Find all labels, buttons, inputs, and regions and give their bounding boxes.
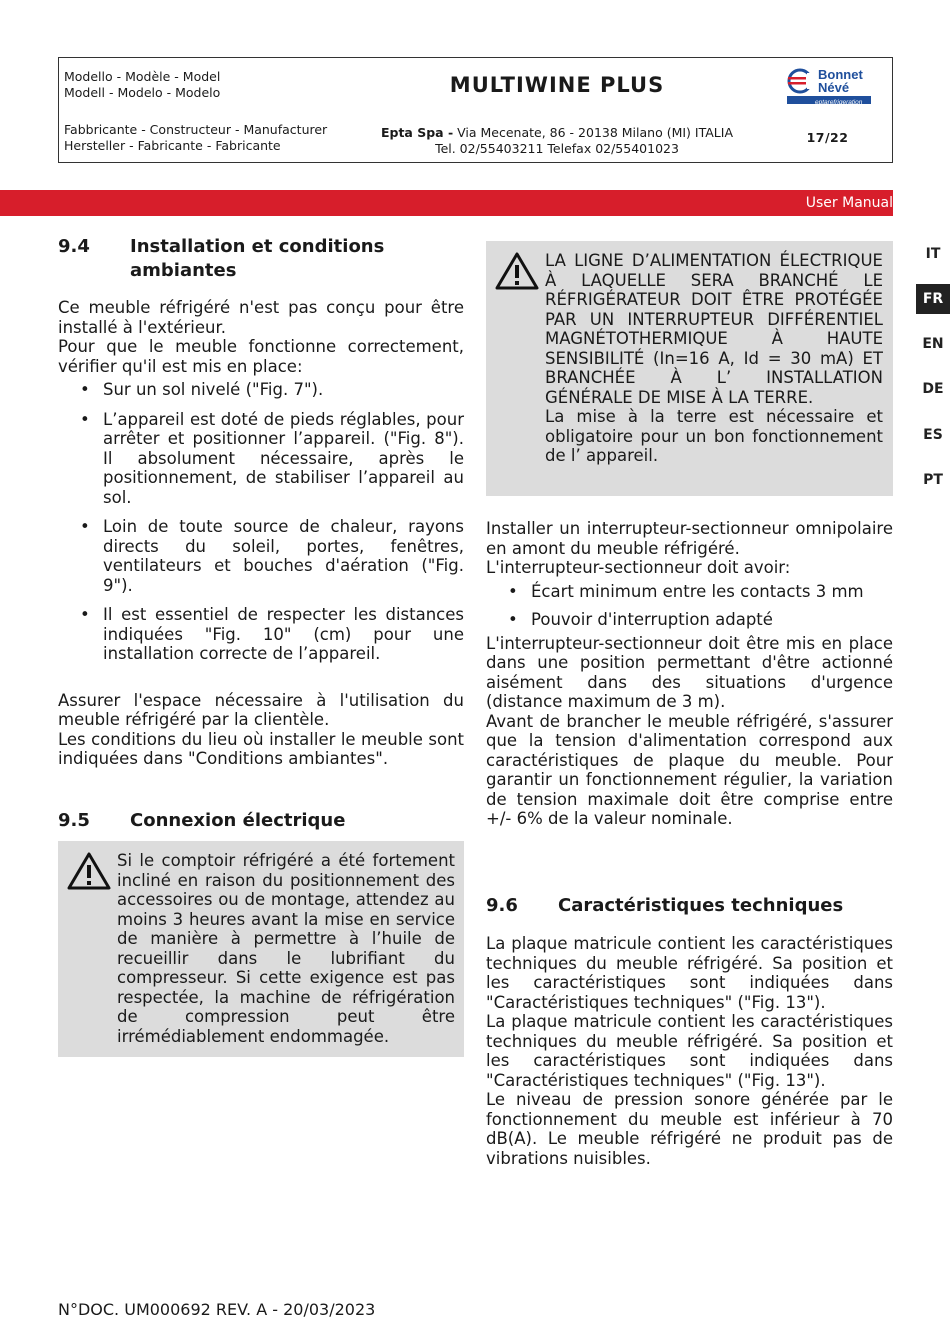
bullet-list <box>486 582 893 630</box>
section-title <box>130 235 384 283</box>
section-title-line-1: Installation et conditions <box>130 236 385 257</box>
section-heading-9-5 <box>58 809 458 835</box>
section-title: Connexion électrique <box>130 810 346 831</box>
warning-text <box>545 251 883 466</box>
section-heading-9-4 <box>58 235 458 285</box>
section-heading-9-6 <box>486 894 893 920</box>
list-item: • Pouvoir d'interruption adapté <box>486 610 893 630</box>
paragraph: Les conditions du lieu où installer le meuble sont indiquées dans "Conditions ambiantes". <box>58 729 464 768</box>
logo-name-line-1: Bonnet <box>818 67 863 82</box>
company-info <box>353 112 761 164</box>
page-number: 17/22 <box>806 130 849 145</box>
section-number: 9.6 <box>486 895 518 916</box>
list-item: • Loin de toute source de chaleur, rayons directs du soleil, portes, fenêtres, ventilateurs et bouches d'aération ("Fig. 9"). <box>58 517 464 595</box>
model-label-line-1: Modello - Modèle - Model <box>64 69 221 84</box>
warning-triangle-icon <box>494 251 540 291</box>
logo-name <box>818 68 863 94</box>
list-item: • Écart minimum entre les contacts 3 mm <box>486 582 893 602</box>
warning-text-lower: La mise à la terre est nécessaire et obligatoire pour un bon fonctionnement de l’ appareil. <box>545 407 883 465</box>
company-address: Via Mecenate, 86 - 20138 Milano (MI) ITALIA <box>453 125 734 140</box>
paragraph: Le niveau de pression sonore générée par le fonctionnement du meuble est inférieur à 70 dB(A). Le meuble réfrigéré ne produit pas de vibrations nuisibles. <box>486 1090 893 1168</box>
document-number: N°DOC. UM000692 REV. A - 20/03/2023 <box>58 1300 376 1319</box>
section-title: Caractéristiques techniques <box>558 895 844 916</box>
paragraph: Assurer l'espace nécessaire à l'utilisation du meuble réfrigéré par la clientèle. <box>58 690 464 729</box>
model-label-line-2: Modell - Modelo - Modelo <box>64 85 221 100</box>
model-title-cell <box>353 58 761 112</box>
lang-tab-pt[interactable]: PT <box>923 472 943 488</box>
bonnet-neve-logo <box>785 66 875 106</box>
paragraph: Avant de brancher le meuble réfrigéré, s'assurer que la tension d'alimentation correspond aux caractéristiques de plaque du meuble. Pour garantir un fonctionnement régulier, la variation de tension maximale doit être comprise entre +/- 6% de la valeur nominale. <box>486 711 893 828</box>
warning-triangle-icon <box>66 851 112 891</box>
company-phone: Tel. 02/55403211 Telefax 02/55401023 <box>435 141 679 156</box>
list-item: • L’appareil est doté de pieds réglables, pour arrêter et positionner l’appareil. ("Fig. 8"). Il absolument nécessaire, après le positionnement, de stabiliser l’appareil au sol. <box>58 410 464 508</box>
list-item: • Sur un sol nivelé ("Fig. 7"). <box>58 380 464 400</box>
section-title-line-2: ambiantes <box>130 260 237 281</box>
section-number: 9.4 <box>58 236 90 257</box>
logo-euro-icon <box>785 67 815 95</box>
paragraph: Pour que le meuble fonctionne correctement, vérifier qu'il est mis en place: <box>58 337 464 376</box>
document-header <box>58 57 893 163</box>
paragraph: La plaque matricule contient les caractéristiques techniques du meuble réfrigéré. Sa position et les caractéristiques sont indiquées dans "Caractéristiques techniques" ("Fig. 13"). <box>486 1012 893 1090</box>
company-name: Epta Spa - <box>380 125 454 140</box>
paragraph: L'interrupteur-sectionneur doit être mis en place dans une position permettant d'être actionné aisément dans des situations d'urgence (distance maximum de 3 m). <box>486 633 893 711</box>
logo-subtitle: eptarefrigeration <box>815 99 863 106</box>
manufacturer-label <box>59 112 353 164</box>
user-manual-label: User Manual <box>805 195 893 211</box>
section-body-9-4 <box>58 298 464 769</box>
section-number: 9.5 <box>58 810 90 831</box>
warning-box <box>486 241 893 496</box>
warning-box <box>58 841 464 1057</box>
logo-cell <box>761 58 894 112</box>
lang-tab-fr[interactable]: FR <box>916 284 950 314</box>
warning-text-upper: LA LIGNE D’ALIMENTATION ÉLECTRIQUE À LAQUELLE SERA BRANCHÉ LE RÉFRIGÉRATEUR DOIT ÊTRE PROTÉGÉE PAR UN INTERRUPTEUR DIFFÉRENTIEL MAGNÉTOTHERMIQUE À HAUTE SENSIBILITÉ (In=16 A, Id = 30 mA) ET BRANCHÉE À L’ INSTALLATION GÉNÉRALE DE MISE À LA TERRE. <box>545 251 883 407</box>
paragraph: Installer un interrupteur-sectionneur omnipolaire en amont du meuble réfrigéré. <box>486 519 893 558</box>
paragraph: L'interrupteur-sectionneur doit avoir: <box>486 558 791 577</box>
electrical-body <box>486 519 893 829</box>
logo-name-line-2: Névé <box>818 80 850 95</box>
manufacturer-label-line-2: Hersteller - Fabricante - Fabricante <box>64 138 281 153</box>
lang-tab-en[interactable]: EN <box>922 336 944 352</box>
manufacturer-label-line-1: Fabbricante - Constructeur - Manufacturer <box>64 122 328 137</box>
lang-tab-it[interactable]: IT <box>925 246 941 262</box>
bullet-list <box>58 380 464 664</box>
paragraph: La plaque matricule contient les caractéristiques techniques du meuble réfrigéré. Sa position et les caractéristiques sont indiquées dans "Caractéristiques techniques" ("Fig. 13"). <box>486 934 893 1012</box>
warning-text: Si le comptoir réfrigéré a été fortement incliné en raison du positionnement des accessoires ou de montage, attendez au moins 3 heures avant la mise en service de manière à permettre à l’huile de recueillir dans le lubrifiant du compresseur. Si cette exigence est pas respectée, la machine de réfrigération de compression peut être irrémédiablement endommagée. <box>117 851 455 1046</box>
section-band <box>0 190 893 216</box>
lang-tab-es[interactable]: ES <box>923 427 943 443</box>
lang-tab-de[interactable]: DE <box>922 381 944 397</box>
model-title: MULTIWINE PLUS <box>449 73 665 97</box>
section-body-9-6 <box>486 934 893 1168</box>
list-item: • Il est essentiel de respecter les distances indiquées "Fig. 10" (cm) pour une installation correcte de l’appareil. <box>58 605 464 664</box>
paragraph: Ce meuble réfrigéré n'est pas conçu pour être installé à l'extérieur. <box>58 298 464 337</box>
model-label <box>59 58 353 112</box>
